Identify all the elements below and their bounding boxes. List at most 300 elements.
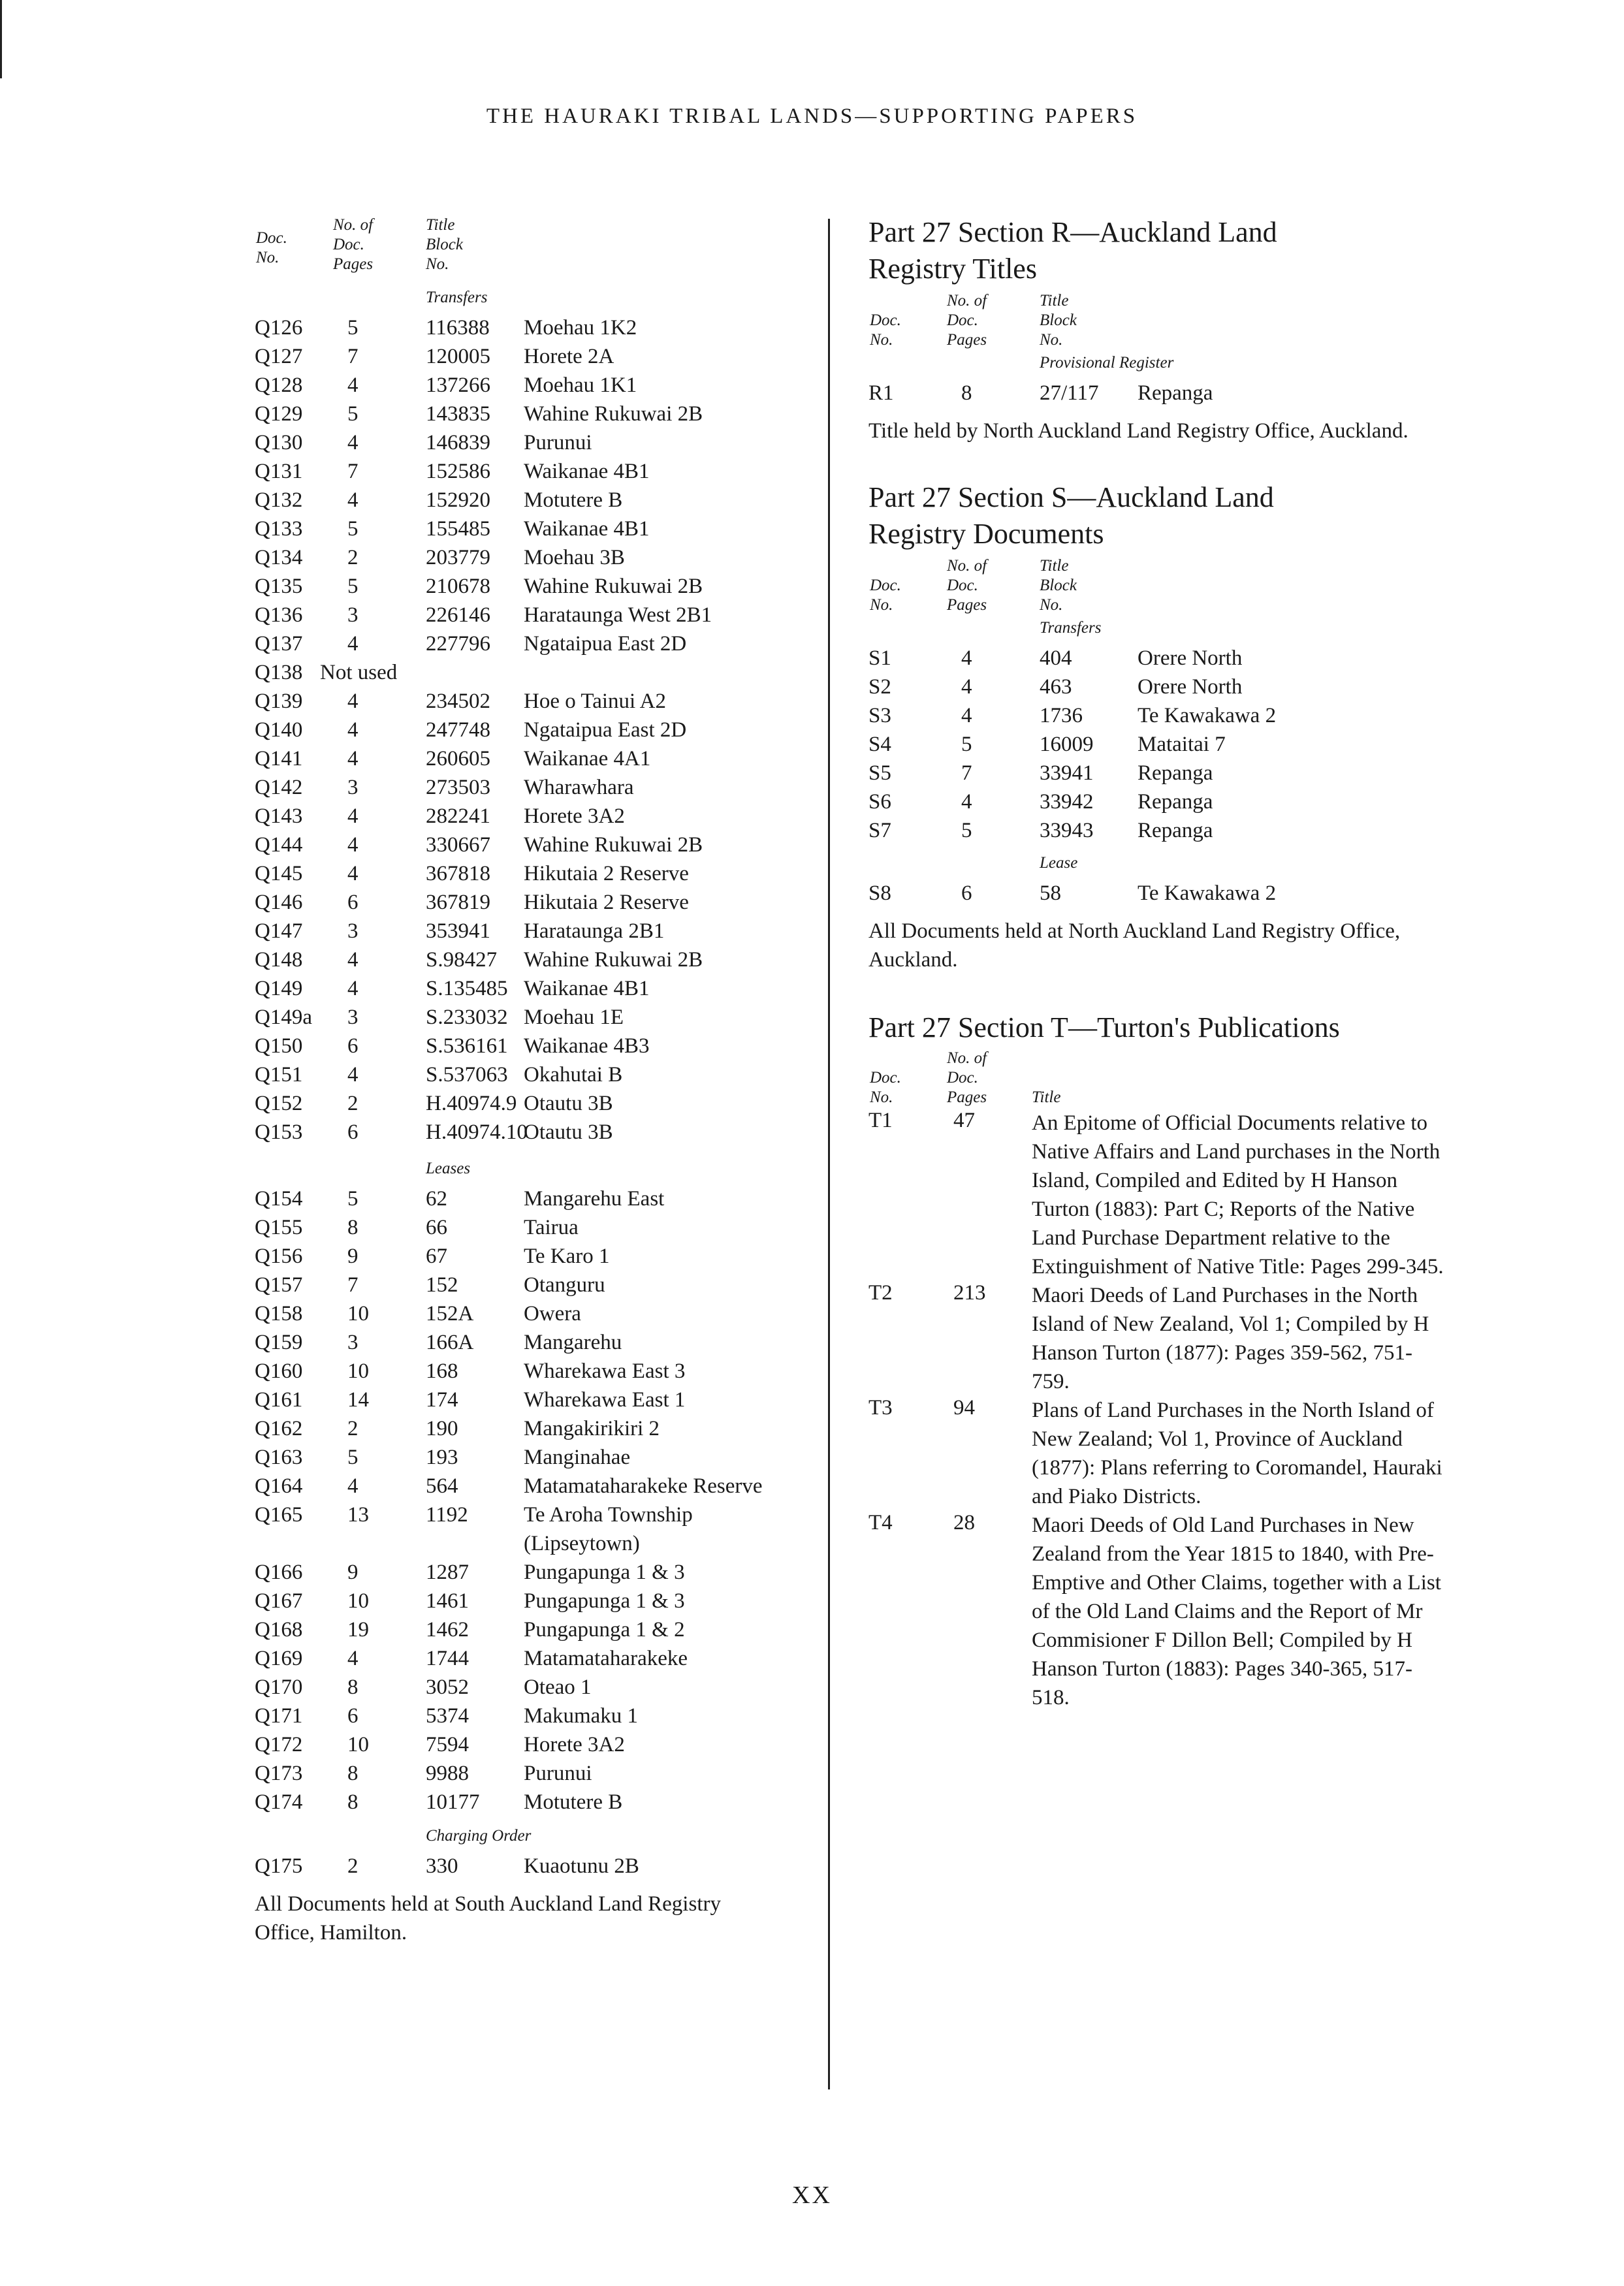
page-count: 4 bbox=[347, 862, 358, 885]
page-count: 4 bbox=[347, 632, 358, 656]
block-name: Makumaku 1 bbox=[524, 1704, 639, 1728]
table-row bbox=[255, 1729, 810, 1758]
block-name: Moehau 1E bbox=[524, 1006, 624, 1029]
block-name: Ngataipua East 2D bbox=[524, 718, 687, 742]
page-count: 7 bbox=[347, 345, 358, 368]
title-number: 1744 bbox=[426, 1647, 469, 1670]
block-name: Wharekawa East 3 bbox=[524, 1359, 686, 1383]
block-name: Moehau 1K1 bbox=[524, 373, 637, 397]
section-s-transfers-label: Transfers bbox=[1040, 619, 1102, 637]
table-row bbox=[255, 772, 810, 801]
left-charging-table bbox=[255, 1850, 810, 1879]
table-row bbox=[255, 1442, 810, 1470]
table-row bbox=[255, 743, 810, 772]
doc-number: Q131 bbox=[255, 460, 303, 483]
title-number: 1736 bbox=[1040, 704, 1083, 727]
title-number: 330667 bbox=[426, 833, 490, 857]
title-number: 564 bbox=[426, 1474, 458, 1498]
transfers-label: Transfers bbox=[426, 289, 488, 306]
doc-number: Q167 bbox=[255, 1589, 303, 1613]
block-name: Motutere B bbox=[524, 488, 623, 512]
title-number: 226146 bbox=[426, 603, 490, 627]
page-count: 4 bbox=[347, 1063, 358, 1087]
title-number: S.98427 bbox=[426, 948, 498, 972]
table-row bbox=[255, 1002, 810, 1030]
table-row bbox=[255, 1269, 810, 1298]
page-count: 7 bbox=[347, 460, 358, 483]
title-number: 193 bbox=[426, 1446, 458, 1469]
block-name: Matamataharakeke Reserve bbox=[524, 1474, 763, 1498]
title-number: 16009 bbox=[1040, 733, 1094, 756]
page-count: 8 bbox=[347, 1790, 358, 1814]
title-number: 9988 bbox=[426, 1762, 469, 1785]
doc-number: Q126 bbox=[255, 316, 303, 340]
title-number: 152 bbox=[426, 1273, 458, 1297]
doc-number: Q149a bbox=[255, 1006, 312, 1029]
page-count: 10 bbox=[347, 1302, 369, 1326]
page-folio: XX bbox=[792, 2182, 832, 2209]
block-name: Horete 3A2 bbox=[524, 1733, 625, 1756]
doc-number: Q136 bbox=[255, 603, 303, 627]
page-count: 6 bbox=[347, 1034, 358, 1058]
doc-number: T2 bbox=[868, 1281, 893, 1305]
table-row bbox=[255, 714, 810, 743]
table-row bbox=[255, 1499, 810, 1557]
title-number: 3052 bbox=[426, 1675, 469, 1699]
block-name: Horete 3A2 bbox=[524, 804, 625, 828]
page-count: 3 bbox=[347, 603, 358, 627]
title-number: 7594 bbox=[426, 1733, 469, 1756]
title-number: 27/117 bbox=[1040, 381, 1099, 405]
table-row bbox=[255, 341, 810, 370]
table-row bbox=[255, 1241, 810, 1269]
block-name: Repanga bbox=[1138, 790, 1213, 814]
table-row bbox=[868, 757, 1456, 786]
header-doc: Doc. No. bbox=[256, 229, 287, 266]
block-name: Owera bbox=[524, 1302, 581, 1326]
page-count: 5 bbox=[347, 517, 358, 541]
table-row bbox=[868, 1109, 1456, 1281]
table-row bbox=[255, 484, 810, 513]
title-number: 66 bbox=[426, 1216, 447, 1239]
title-number: 174 bbox=[426, 1388, 458, 1412]
doc-number: Q141 bbox=[255, 747, 303, 770]
title-number: 227796 bbox=[426, 632, 490, 656]
title-number: S.135485 bbox=[426, 977, 508, 1000]
left-transfers-table bbox=[255, 312, 810, 1145]
page-count: 47 bbox=[953, 1109, 975, 1132]
right-column bbox=[868, 209, 1456, 1712]
page-count: 5 bbox=[347, 575, 358, 598]
doc-number: Q137 bbox=[255, 632, 303, 656]
title-number: 33943 bbox=[1040, 819, 1094, 842]
title-number: 152586 bbox=[426, 460, 490, 483]
table-row bbox=[255, 1298, 810, 1327]
table-row bbox=[255, 1413, 810, 1442]
title-number: 404 bbox=[1040, 646, 1072, 670]
page-edge-rule bbox=[0, 0, 2, 78]
page-count: 6 bbox=[961, 881, 972, 905]
block-name: Orere North bbox=[1138, 675, 1243, 699]
block-name: Orere North bbox=[1138, 646, 1243, 670]
page-count: 4 bbox=[347, 948, 358, 972]
block-name: Mataitai 7 bbox=[1138, 733, 1226, 756]
doc-number: Q149 bbox=[255, 977, 303, 1000]
page-count: 6 bbox=[347, 1120, 358, 1144]
table-row bbox=[868, 1511, 1456, 1712]
block-name: Pungapunga 1 & 2 bbox=[524, 1618, 685, 1642]
doc-number: Q127 bbox=[255, 345, 303, 368]
block-name: Waikanae 4B3 bbox=[524, 1034, 650, 1058]
page-count: 4 bbox=[347, 718, 358, 742]
page-count: 4 bbox=[347, 1474, 358, 1498]
doc-number: Q162 bbox=[255, 1417, 303, 1440]
page-count: 7 bbox=[347, 1273, 358, 1297]
doc-number: Q134 bbox=[255, 546, 303, 569]
table-row bbox=[255, 1183, 810, 1212]
block-name: Hikutaia 2 Reserve bbox=[524, 862, 689, 885]
page-count: 2 bbox=[347, 546, 358, 569]
title-number: 137266 bbox=[426, 373, 490, 397]
block-name: Waikanae 4B1 bbox=[524, 460, 650, 483]
page-count: 6 bbox=[347, 891, 358, 914]
page-count: 3 bbox=[347, 776, 358, 799]
doc-number: Q158 bbox=[255, 1302, 303, 1326]
page-count: 28 bbox=[953, 1511, 975, 1534]
title-number: 330 bbox=[426, 1854, 458, 1878]
table-row bbox=[255, 1614, 810, 1643]
page-count: 8 bbox=[961, 381, 972, 405]
doc-number: Q145 bbox=[255, 862, 303, 885]
block-name: Otautu 3B bbox=[524, 1120, 613, 1144]
table-row bbox=[868, 643, 1456, 671]
doc-number: S3 bbox=[868, 704, 891, 727]
page-count: 5 bbox=[961, 819, 972, 842]
section-t-header: Doc. No. No. of Doc. Pages Title bbox=[870, 1049, 1061, 1106]
block-name: Pungapunga 1 & 3 bbox=[524, 1561, 685, 1584]
doc-number: Q150 bbox=[255, 1034, 303, 1058]
title-number: 282241 bbox=[426, 804, 490, 828]
title-number: 260605 bbox=[426, 747, 490, 770]
block-name: Waikanae 4B1 bbox=[524, 517, 650, 541]
title-number: 5374 bbox=[426, 1704, 469, 1728]
page-count: 4 bbox=[347, 488, 358, 512]
page-count: 2 bbox=[347, 1854, 358, 1878]
title-number: S.536161 bbox=[426, 1034, 508, 1058]
table-row bbox=[868, 1396, 1456, 1511]
table-row bbox=[255, 312, 810, 341]
title-number: 463 bbox=[1040, 675, 1072, 699]
title-number: H.40974.9 bbox=[426, 1092, 517, 1115]
doc-number: Q174 bbox=[255, 1790, 303, 1814]
table-row bbox=[255, 1059, 810, 1088]
left-table-header bbox=[255, 209, 810, 287]
section-r-note: Title held by North Auckland Land Registry Office, Auckland. bbox=[868, 419, 1409, 443]
page-count: 4 bbox=[347, 747, 358, 770]
doc-number: Q170 bbox=[255, 1675, 303, 1699]
table-row bbox=[868, 815, 1456, 844]
block-name: Mangarehu East bbox=[524, 1187, 665, 1211]
doc-number: T4 bbox=[868, 1511, 893, 1534]
table-row bbox=[255, 1786, 810, 1815]
title-number: 62 bbox=[426, 1187, 447, 1211]
page-count: 94 bbox=[953, 1396, 975, 1420]
block-name: Repanga bbox=[1138, 761, 1213, 785]
table-row bbox=[255, 513, 810, 542]
table-row bbox=[255, 686, 810, 714]
page-count: 4 bbox=[347, 690, 358, 713]
page-count: 2 bbox=[347, 1092, 358, 1115]
page-count: 213 bbox=[953, 1281, 986, 1305]
section-r-header: Doc. No. No. of Doc. Pages Title Block No. bbox=[870, 292, 1077, 349]
title-number: 367819 bbox=[426, 891, 490, 914]
title-number: 190 bbox=[426, 1417, 458, 1440]
title-number: 210678 bbox=[426, 575, 490, 598]
page-count: Not used bbox=[320, 661, 398, 684]
section-s-note: All Documents held at North Auckland Land Registry Office, Auckland. bbox=[868, 919, 1401, 972]
doc-number: Q135 bbox=[255, 575, 303, 598]
title-number: 152920 bbox=[426, 488, 490, 512]
table-row bbox=[255, 829, 810, 858]
page-count: 14 bbox=[347, 1388, 369, 1412]
table-row bbox=[255, 915, 810, 944]
provisional-register-label: Provisional Register bbox=[1040, 354, 1174, 372]
table-row bbox=[868, 786, 1456, 815]
page-count: 10 bbox=[347, 1733, 369, 1756]
doc-number: Q172 bbox=[255, 1733, 303, 1756]
doc-number: Q154 bbox=[255, 1187, 303, 1211]
doc-number: Q147 bbox=[255, 919, 303, 943]
block-name: Oteao 1 bbox=[524, 1675, 592, 1699]
page-count: 3 bbox=[347, 919, 358, 943]
page-count: 4 bbox=[347, 373, 358, 397]
table-row bbox=[255, 1700, 810, 1729]
block-name: Ngataipua East 2D bbox=[524, 632, 687, 656]
title-number: 116388 bbox=[426, 316, 490, 340]
doc-number: S1 bbox=[868, 646, 891, 670]
page-count: 10 bbox=[347, 1359, 369, 1383]
publication-title: Maori Deeds of Old Land Purchases in New Zealand from the Year 1815 to 1840, with Pre-Emptive and Other Claims, together with a List of the Old Land Claims and the Report of Mr Commisioner F Dillon Bell; Compiled by H Hanson Turton (1883): Pages 340-365, 517-518. bbox=[1032, 1514, 1441, 1709]
block-name: Te Karo 1 bbox=[524, 1245, 610, 1268]
title-number: 155485 bbox=[426, 517, 490, 541]
doc-number: Q163 bbox=[255, 1446, 303, 1469]
title-number: 168 bbox=[426, 1359, 458, 1383]
page-count: 4 bbox=[347, 833, 358, 857]
table-row bbox=[868, 700, 1456, 729]
block-name: Wharekawa East 1 bbox=[524, 1388, 686, 1412]
publication-title: Maori Deeds of Land Purchases in the North Island of New Zealand, Vol 1; Compiled by H Hanson Turton (1877): Pages 359-562, 751-759. bbox=[1032, 1284, 1429, 1393]
block-name: Moehau 3B bbox=[524, 546, 625, 569]
block-name: Matamataharakeke bbox=[524, 1647, 688, 1670]
left-leases-table bbox=[255, 1183, 810, 1815]
publication-title: An Epitome of Official Documents relative to Native Affairs and Land purchases in the North Island, Compiled and Edited by H Hanson Turton (1883): Part C; Reports of the Native Land Purchase Department relative to the Extinguishment of Native Title: Pages 299-345. bbox=[1032, 1111, 1444, 1278]
page-count: 4 bbox=[961, 704, 972, 727]
page-count: 8 bbox=[347, 1762, 358, 1785]
title-number: S.233032 bbox=[426, 1006, 508, 1029]
block-name: Te Aroha Township bbox=[524, 1503, 693, 1527]
block-name: Purunui bbox=[524, 431, 592, 454]
left-column bbox=[255, 209, 810, 1947]
page-count: 4 bbox=[961, 675, 972, 699]
block-name: Horete 2A bbox=[524, 345, 614, 368]
table-row bbox=[255, 1356, 810, 1384]
page-count: 3 bbox=[347, 1331, 358, 1354]
table-row bbox=[255, 973, 810, 1002]
page-count: 4 bbox=[347, 804, 358, 828]
page-count: 6 bbox=[347, 1704, 358, 1728]
table-row bbox=[255, 657, 810, 686]
title-number: 33942 bbox=[1040, 790, 1094, 814]
page-count: 4 bbox=[347, 431, 358, 454]
doc-number: Q129 bbox=[255, 402, 303, 426]
table-row bbox=[255, 599, 810, 628]
title-number: 1462 bbox=[426, 1618, 469, 1642]
block-name: Purunui bbox=[524, 1762, 592, 1785]
doc-number: S2 bbox=[868, 675, 891, 699]
block-name: Waikanae 4A1 bbox=[524, 747, 651, 770]
table-row bbox=[255, 1850, 810, 1879]
doc-number: T3 bbox=[868, 1396, 893, 1420]
table-row bbox=[255, 801, 810, 829]
section-s-header: Doc. No. No. of Doc. Pages Title Block No. bbox=[870, 557, 1077, 614]
doc-number: Q156 bbox=[255, 1245, 303, 1268]
doc-number: S4 bbox=[868, 733, 891, 756]
title-number: 203779 bbox=[426, 546, 490, 569]
doc-number: Q142 bbox=[255, 776, 303, 799]
doc-number: T1 bbox=[868, 1109, 893, 1132]
block-name: Te Kawakawa 2 bbox=[1138, 881, 1277, 905]
page-count: 5 bbox=[961, 733, 972, 756]
block-name: Wahine Rukuwai 2B bbox=[524, 575, 703, 598]
table-row bbox=[255, 1212, 810, 1241]
doc-number: Q133 bbox=[255, 517, 303, 541]
page-count: 9 bbox=[347, 1245, 358, 1268]
doc-number: Q139 bbox=[255, 690, 303, 713]
block-name-cont: (Lipseytown) bbox=[524, 1532, 640, 1555]
table-row bbox=[255, 370, 810, 398]
table-row bbox=[255, 1088, 810, 1117]
page-count: 5 bbox=[347, 402, 358, 426]
block-name: Wahine Rukuwai 2B bbox=[524, 833, 703, 857]
table-row bbox=[255, 427, 810, 456]
page-count: 13 bbox=[347, 1503, 369, 1527]
doc-number: S6 bbox=[868, 790, 891, 814]
block-name: Hikutaia 2 Reserve bbox=[524, 891, 689, 914]
doc-number: S7 bbox=[868, 819, 891, 842]
table-row bbox=[255, 571, 810, 599]
section-s-lease-label: Lease bbox=[1040, 854, 1078, 872]
block-name: Manginahae bbox=[524, 1446, 631, 1469]
doc-number: Q168 bbox=[255, 1618, 303, 1642]
block-name: Moehau 1K2 bbox=[524, 316, 637, 340]
page-count: 10 bbox=[347, 1589, 369, 1613]
title-number: 1461 bbox=[426, 1589, 469, 1613]
page-count: 7 bbox=[961, 761, 972, 785]
column-divider bbox=[828, 219, 830, 2089]
title-number: 234502 bbox=[426, 690, 490, 713]
title-number: 143835 bbox=[426, 402, 490, 426]
table-row bbox=[255, 1585, 810, 1614]
doc-number: Q159 bbox=[255, 1331, 303, 1354]
table-row bbox=[255, 1643, 810, 1672]
publication-title: Plans of Land Purchases in the North Island of New Zealand; Vol 1, Province of Auckland (1877): Plans referring to Coromandel, Hauraki and Piako Districts. bbox=[1032, 1399, 1442, 1508]
section-t-table bbox=[868, 1109, 1456, 1712]
title-number: 33941 bbox=[1040, 761, 1094, 785]
page-count: 4 bbox=[347, 977, 358, 1000]
doc-number: Q161 bbox=[255, 1388, 303, 1412]
page-count: 3 bbox=[347, 1006, 358, 1029]
table-row bbox=[255, 944, 810, 973]
doc-number: Q144 bbox=[255, 833, 303, 857]
doc-number: Q130 bbox=[255, 431, 303, 454]
leases-label: Leases bbox=[426, 1160, 471, 1177]
table-row bbox=[868, 878, 1456, 906]
block-name: Hoe o Tainui A2 bbox=[524, 690, 666, 713]
table-row bbox=[255, 1384, 810, 1413]
block-name: Wahine Rukuwai 2B bbox=[524, 948, 703, 972]
title-number: S.537063 bbox=[426, 1063, 508, 1087]
block-name: Pungapunga 1 & 3 bbox=[524, 1589, 685, 1613]
page-count: 5 bbox=[347, 1187, 358, 1211]
block-name: Mangarehu bbox=[524, 1331, 622, 1354]
page-count: 9 bbox=[347, 1561, 358, 1584]
page-count: 2 bbox=[347, 1417, 358, 1440]
table-row bbox=[255, 456, 810, 484]
table-row bbox=[255, 1030, 810, 1059]
doc-number: S8 bbox=[868, 881, 891, 905]
block-name: Tairua bbox=[524, 1216, 579, 1239]
block-name: Te Kawakawa 2 bbox=[1138, 704, 1277, 727]
page-count: 4 bbox=[961, 790, 972, 814]
doc-number: R1 bbox=[868, 381, 894, 405]
block-name: Mangakirikiri 2 bbox=[524, 1417, 660, 1440]
table-row bbox=[255, 1557, 810, 1585]
doc-number: Q155 bbox=[255, 1216, 303, 1239]
doc-number: Q175 bbox=[255, 1854, 303, 1878]
section-r-table bbox=[868, 377, 1456, 406]
title-number: 120005 bbox=[426, 345, 490, 368]
block-name: Wharawhara bbox=[524, 776, 634, 799]
doc-number: S5 bbox=[868, 761, 891, 785]
title-number: 166A bbox=[426, 1331, 474, 1354]
table-row bbox=[255, 1758, 810, 1786]
section-r-title: Part 27 Section R—Auckland Land Registry Titles bbox=[868, 216, 1277, 285]
block-name: Otanguru bbox=[524, 1273, 605, 1297]
title-number: 67 bbox=[426, 1245, 447, 1268]
section-s-lease-table bbox=[868, 878, 1456, 906]
header-pages: No. of Doc. Pages bbox=[333, 216, 374, 273]
doc-number: Q132 bbox=[255, 488, 303, 512]
table-row bbox=[255, 1117, 810, 1145]
block-name: Otautu 3B bbox=[524, 1092, 613, 1115]
title-number: 152A bbox=[426, 1302, 474, 1326]
left-note: All Documents held at South Auckland Land Registry Office, Hamilton. bbox=[255, 1892, 721, 1945]
block-name: Repanga bbox=[1138, 381, 1213, 405]
section-t-title: Part 27 Section T—Turton's Publications bbox=[868, 1011, 1340, 1043]
doc-number: Q152 bbox=[255, 1092, 303, 1115]
title-number: 58 bbox=[1040, 881, 1061, 905]
page-count: 8 bbox=[347, 1216, 358, 1239]
table-row bbox=[868, 1281, 1456, 1396]
table-row bbox=[255, 628, 810, 657]
table-row bbox=[868, 729, 1456, 757]
doc-number: Q171 bbox=[255, 1704, 303, 1728]
table-row bbox=[255, 887, 810, 915]
title-number: 1287 bbox=[426, 1561, 469, 1584]
doc-number: Q148 bbox=[255, 948, 303, 972]
block-name: Kuaotunu 2B bbox=[524, 1854, 639, 1878]
page-count: 4 bbox=[347, 1647, 358, 1670]
